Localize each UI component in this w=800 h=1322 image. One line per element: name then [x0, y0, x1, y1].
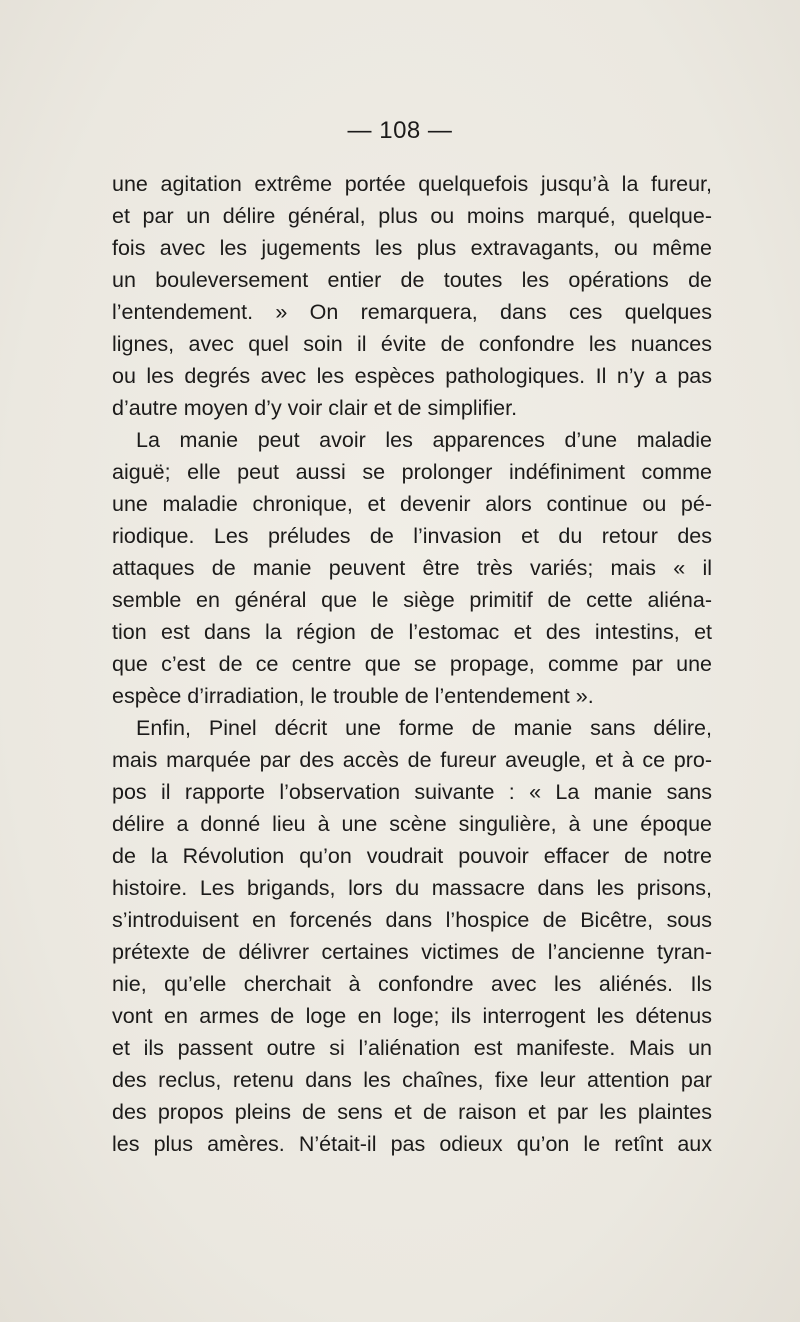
text-line: fois avec les jugements les plus extravagants, ou même [112, 236, 712, 260]
text-line: La manie peut avoir les apparences d’une maladie [136, 428, 712, 452]
text-line: vont en armes de loge en loge; ils interrogent les détenus [112, 1004, 712, 1028]
text-line: et par un délire général, plus ou moins marqué, quelque- [112, 204, 712, 228]
text-line: ou les degrés avec les espèces pathologiques. Il n’y a pas [112, 364, 712, 388]
text-line: une maladie chronique, et devenir alors continue ou pé- [112, 492, 712, 516]
text-line: délire a donné lieu à une scène singulière, à une époque [112, 812, 712, 836]
text-line: un bouleversement entier de toutes les opérations de [112, 268, 712, 292]
text-line: riodique. Les préludes de l’invasion et du retour des [112, 524, 712, 548]
text-line: prétexte de délivrer certaines victimes de l’ancienne tyran- [112, 940, 712, 964]
text-line: lignes, avec quel soin il évite de confondre les nuances [112, 332, 712, 356]
text-line: attaques de manie peuvent être très variés; mais « il [112, 556, 712, 580]
text-line: nie, qu’elle cherchait à confondre avec les aliénés. Ils [112, 972, 712, 996]
text-line: l’entendement. » On remarquera, dans ces quelques [112, 300, 712, 324]
text-line: tion est dans la région de l’estomac et des intestins, et [112, 620, 712, 644]
text-line: s’introduisent en forcenés dans l’hospice de Bicêtre, sous [112, 908, 712, 932]
text-line: espèce d’irradiation, le trouble de l’entendement ». [112, 684, 594, 708]
text-line: de la Révolution qu’on voudrait pouvoir effacer de notre [112, 844, 712, 868]
text-line: des propos pleins de sens et de raison et par les plaintes [112, 1100, 712, 1124]
text-line: que c’est de ce centre que se propage, comme par une [112, 652, 712, 676]
text-line: semble en général que le siège primitif de cette aliéna- [112, 588, 712, 612]
text-line: d’autre moyen d’y voir clair et de simplifier. [112, 396, 518, 420]
text-line: Enfin, Pinel décrit une forme de manie sans délire, [136, 716, 712, 740]
body-text [112, 168, 712, 1160]
text-line: les plus amères. N’était-il pas odieux qu’on le retînt aux [112, 1132, 712, 1156]
text-line: une agitation extrême portée quelquefois jusqu’à la fureur, [112, 172, 712, 196]
text-line: mais marquée par des accès de fureur aveugle, et à ce pro- [112, 748, 712, 772]
text-line: pos il rapporte l’observation suivante : « La manie sans [112, 780, 712, 804]
text-line: aiguë; elle peut aussi se prolonger indéfiniment comme [112, 460, 712, 484]
text-line: histoire. Les brigands, lors du massacre dans les prisons, [112, 876, 712, 900]
text-line: des reclus, retenu dans les chaînes, fixe leur attention par [112, 1068, 712, 1092]
page-number: — 108 — [347, 117, 453, 144]
text-line: et ils passent outre si l’aliénation est manifeste. Mais un [112, 1036, 712, 1060]
